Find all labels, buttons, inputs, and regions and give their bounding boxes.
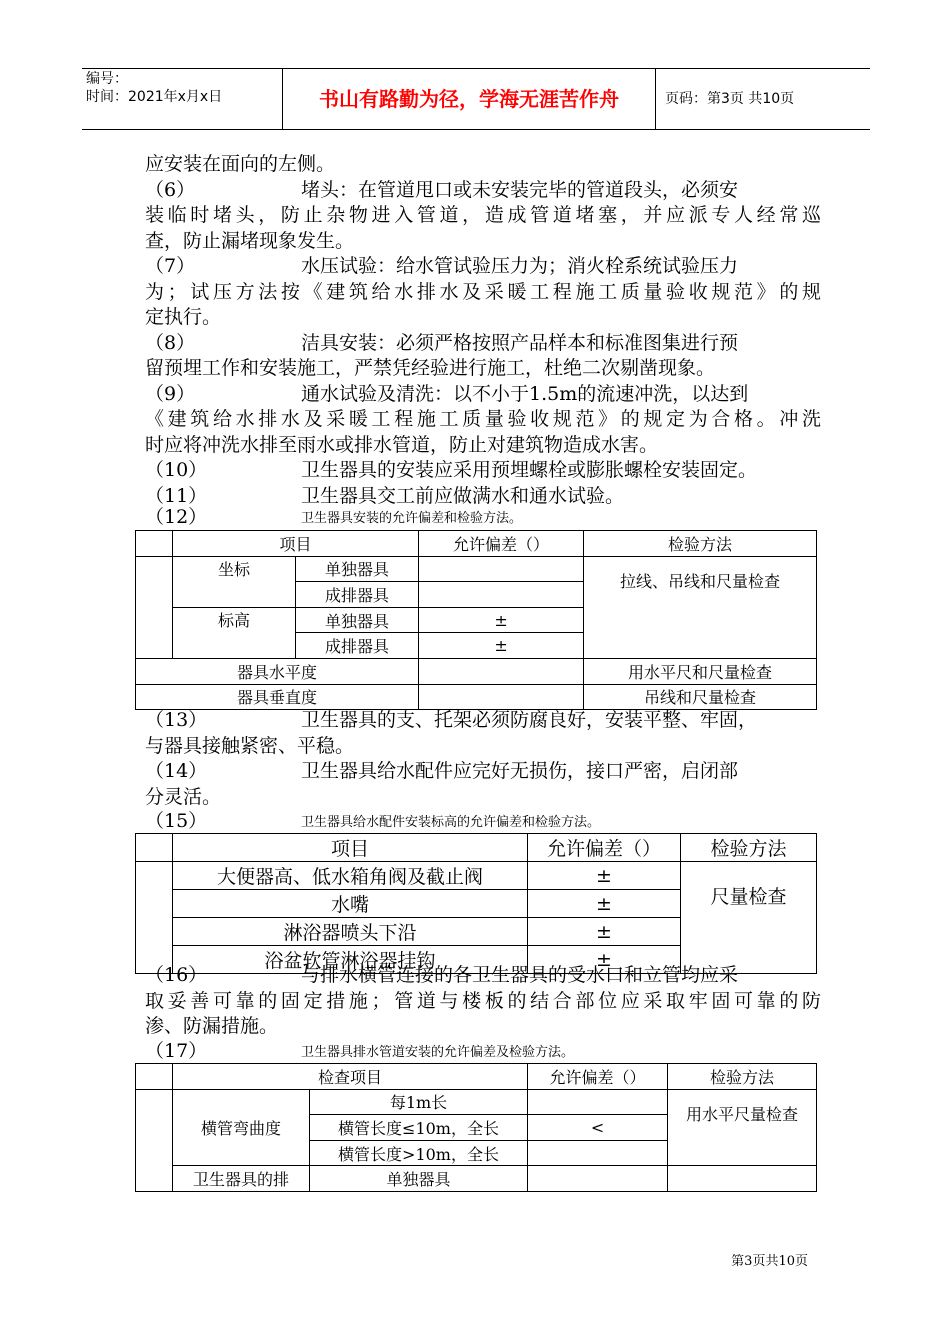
table-cell — [668, 1166, 817, 1192]
table-cell: 标高 — [173, 607, 296, 658]
table-cell: < — [528, 1115, 668, 1141]
table-header-cell: 允许偏差（） — [419, 531, 584, 557]
fixture-install-deviation-table — [135, 530, 817, 710]
item-9-row — [145, 382, 821, 408]
table-header-cell: 项目 — [173, 834, 528, 862]
paragraph-line: 为；试压方法按《建筑给水排水及采暖工程施工质量验收规范》的规 — [145, 280, 821, 303]
table-cell: 单独器具 — [296, 556, 419, 582]
table-cell: ± — [528, 946, 681, 974]
body-text-block-1 — [145, 152, 821, 509]
table-cell — [136, 556, 173, 658]
table-cell — [419, 556, 584, 582]
table-header-cell: 检验方法 — [668, 1064, 817, 1090]
table-header-cell: 项目 — [173, 531, 419, 557]
paragraph-line: 渗、防漏措施。 — [145, 1015, 279, 1037]
table-cell: ± — [528, 862, 681, 890]
table-cell: 水嘴 — [173, 890, 528, 918]
table-cell — [528, 1140, 668, 1166]
doc-code-label: 编号： — [86, 71, 128, 87]
table-cell: 器具垂直度 — [136, 684, 419, 710]
caption-text: 卫生器具安装的允许偏差和检验方法。 — [301, 511, 523, 526]
table-cell: 尺量检查 — [681, 862, 817, 974]
item-text: 与排水横管连接的各卫生器具的受水口和立管均应采 — [301, 964, 739, 986]
table-caption-17 — [145, 1040, 821, 1062]
drain-pipe-deviation-table — [135, 1063, 817, 1192]
page-footer: 第3页共10页 — [731, 1254, 808, 1269]
table-cell — [419, 582, 584, 608]
table-cell: 浴盆软管淋浴器挂钩 — [173, 946, 528, 974]
table-cell — [136, 834, 173, 862]
table-row — [136, 1089, 817, 1115]
item-number: （16） — [145, 964, 208, 986]
table-cell: 每1m长 — [310, 1089, 528, 1115]
item-7-row — [145, 254, 821, 280]
table-cell — [419, 658, 584, 684]
table-cell: 用水平尺和尺量检查 — [584, 658, 817, 684]
table-cell: 器具水平度 — [136, 658, 419, 684]
table-caption-12 — [145, 506, 821, 528]
table-header-row — [136, 531, 817, 557]
table-row — [136, 684, 817, 710]
item-number: （14） — [145, 760, 208, 782]
item-text: 卫生器具的支、托架必须防腐良好，安装平整、牢固， — [301, 709, 758, 731]
item-16-row — [145, 963, 821, 989]
table-row — [136, 862, 817, 890]
item-number: （13） — [145, 709, 208, 731]
table-cell: 横管长度≤10m，全长 — [310, 1115, 528, 1141]
item-number: （17） — [145, 1040, 208, 1062]
item-number: （11） — [145, 484, 208, 507]
table-header-row — [136, 1064, 817, 1090]
table-cell: ± — [419, 633, 584, 659]
item-8-row — [145, 331, 821, 357]
caption-text: 卫生器具给水配件安装标高的允许偏差和检验方法。 — [301, 815, 601, 830]
item-number: （12） — [145, 506, 208, 528]
table-cell: 单独器具 — [296, 607, 419, 633]
table-cell: 横管弯曲度 — [173, 1089, 310, 1166]
table-cell: ± — [528, 890, 681, 918]
item-text: 卫生器具交工前应做满水和通水试验。 — [301, 484, 625, 507]
table-header-cell: 检验方法 — [584, 531, 817, 557]
table-cell: 成排器具 — [296, 582, 419, 608]
table-cell: 用水平尺量检查 — [668, 1089, 817, 1166]
paragraph-line: 应安装在面向的左侧。 — [145, 153, 336, 175]
table-header-cell: 检验方法 — [681, 834, 817, 862]
body-text-block-3 — [145, 963, 821, 1040]
table-cell: 淋浴器喷头下沿 — [173, 918, 528, 946]
item-6-row — [145, 178, 821, 204]
paragraph-line: 时应将冲洗水排至雨水或排水管道，防止对建筑物造成水害。 — [145, 433, 659, 456]
item-text: 堵头：在管道甩口或未安装完毕的管道段头，必须安 — [301, 178, 739, 201]
table-caption-15 — [145, 810, 821, 832]
body-text-block-2 — [145, 708, 821, 810]
table-row — [136, 1166, 817, 1192]
table-header-cell: 允许偏差（） — [528, 834, 681, 862]
table-cell: 坐标 — [173, 556, 296, 607]
item-text: 卫生器具的安装应采用预埋螺栓或膨胀螺栓安装固定。 — [301, 459, 758, 481]
table-cell — [419, 684, 584, 710]
paragraph-line: 分灵活。 — [145, 785, 222, 808]
table-cell: 大便器高、低水箱角阀及截止阀 — [173, 862, 528, 890]
item-text: 通水试验及清洗：以不小于1.5m的流速冲洗，以达到 — [301, 382, 749, 405]
table-cell — [136, 862, 173, 974]
item-number: （7） — [145, 255, 196, 277]
table-cell — [136, 1089, 173, 1191]
table-cell: 单独器具 — [310, 1166, 528, 1192]
item-number: （9） — [145, 382, 196, 405]
paragraph-line: 定执行。 — [145, 306, 222, 328]
header-motto: 书山有路勤为径，学海无涯苦作舟 — [282, 69, 656, 129]
table-cell: 卫生器具的排 — [173, 1166, 310, 1192]
page-header — [82, 68, 870, 130]
item-text: 洁具安装：必须严格按照产品样本和标准图集进行预 — [301, 331, 739, 354]
item-text: 卫生器具给水配件应完好无损伤，接口严密，启闭部 — [301, 760, 739, 782]
header-left-cell — [82, 69, 282, 129]
water-fitting-elevation-table — [135, 833, 817, 974]
paragraph-line: 取妥善可靠的固定措施；管道与楼板的结合部位应采取牢固可靠的防 — [145, 989, 821, 1012]
paragraph-line: 留预埋工作和安装施工，严禁凭经验进行施工，杜绝二次剔凿现象。 — [145, 357, 716, 379]
table-header-row — [136, 834, 817, 862]
header-page-info: 页码：第3页 共10页 — [665, 91, 795, 107]
table-cell — [528, 1166, 668, 1192]
paragraph-line: 装临时堵头，防止杂物进入管道，造成管道堵塞，并应派专人经常巡 — [145, 204, 821, 226]
table-cell: 横管长度>10m，全长 — [310, 1140, 528, 1166]
doc-date: 时间：2021年x月x日 — [86, 89, 223, 105]
item-13-row — [145, 708, 821, 734]
table-cell — [136, 531, 173, 557]
table-row — [136, 556, 817, 582]
table-header-cell: 检查项目 — [173, 1064, 528, 1090]
table-header-cell: 允许偏差（） — [528, 1064, 668, 1090]
caption-text: 卫生器具排水管道安装的允许偏差及检验方法。 — [301, 1045, 575, 1060]
table-cell: ± — [419, 607, 584, 633]
item-number: （6） — [145, 178, 196, 201]
paragraph-line: 与器具接触紧密、平稳。 — [145, 734, 355, 757]
paragraph-line: 《建筑给水排水及采暖工程施工质量验收规范》的规定为合格。冲洗 — [145, 408, 821, 430]
item-10-row — [145, 458, 821, 484]
item-14-row — [145, 759, 821, 785]
paragraph-line: 查，防止漏堵现象发生。 — [145, 229, 355, 252]
table-cell — [528, 1089, 668, 1115]
item-text: 水压试验：给水管试验压力为；消火栓系统试验压力 — [301, 255, 739, 277]
table-cell — [136, 1064, 173, 1090]
item-number: （10） — [145, 459, 208, 481]
item-number: （15） — [145, 810, 208, 832]
table-cell: 拉线、吊线和尺量检查 — [584, 556, 817, 658]
table-cell: ± — [528, 918, 681, 946]
table-cell: 吊线和尺量检查 — [584, 684, 817, 710]
table-row — [136, 658, 817, 684]
item-number: （8） — [145, 331, 196, 354]
table-cell: 成排器具 — [296, 633, 419, 659]
